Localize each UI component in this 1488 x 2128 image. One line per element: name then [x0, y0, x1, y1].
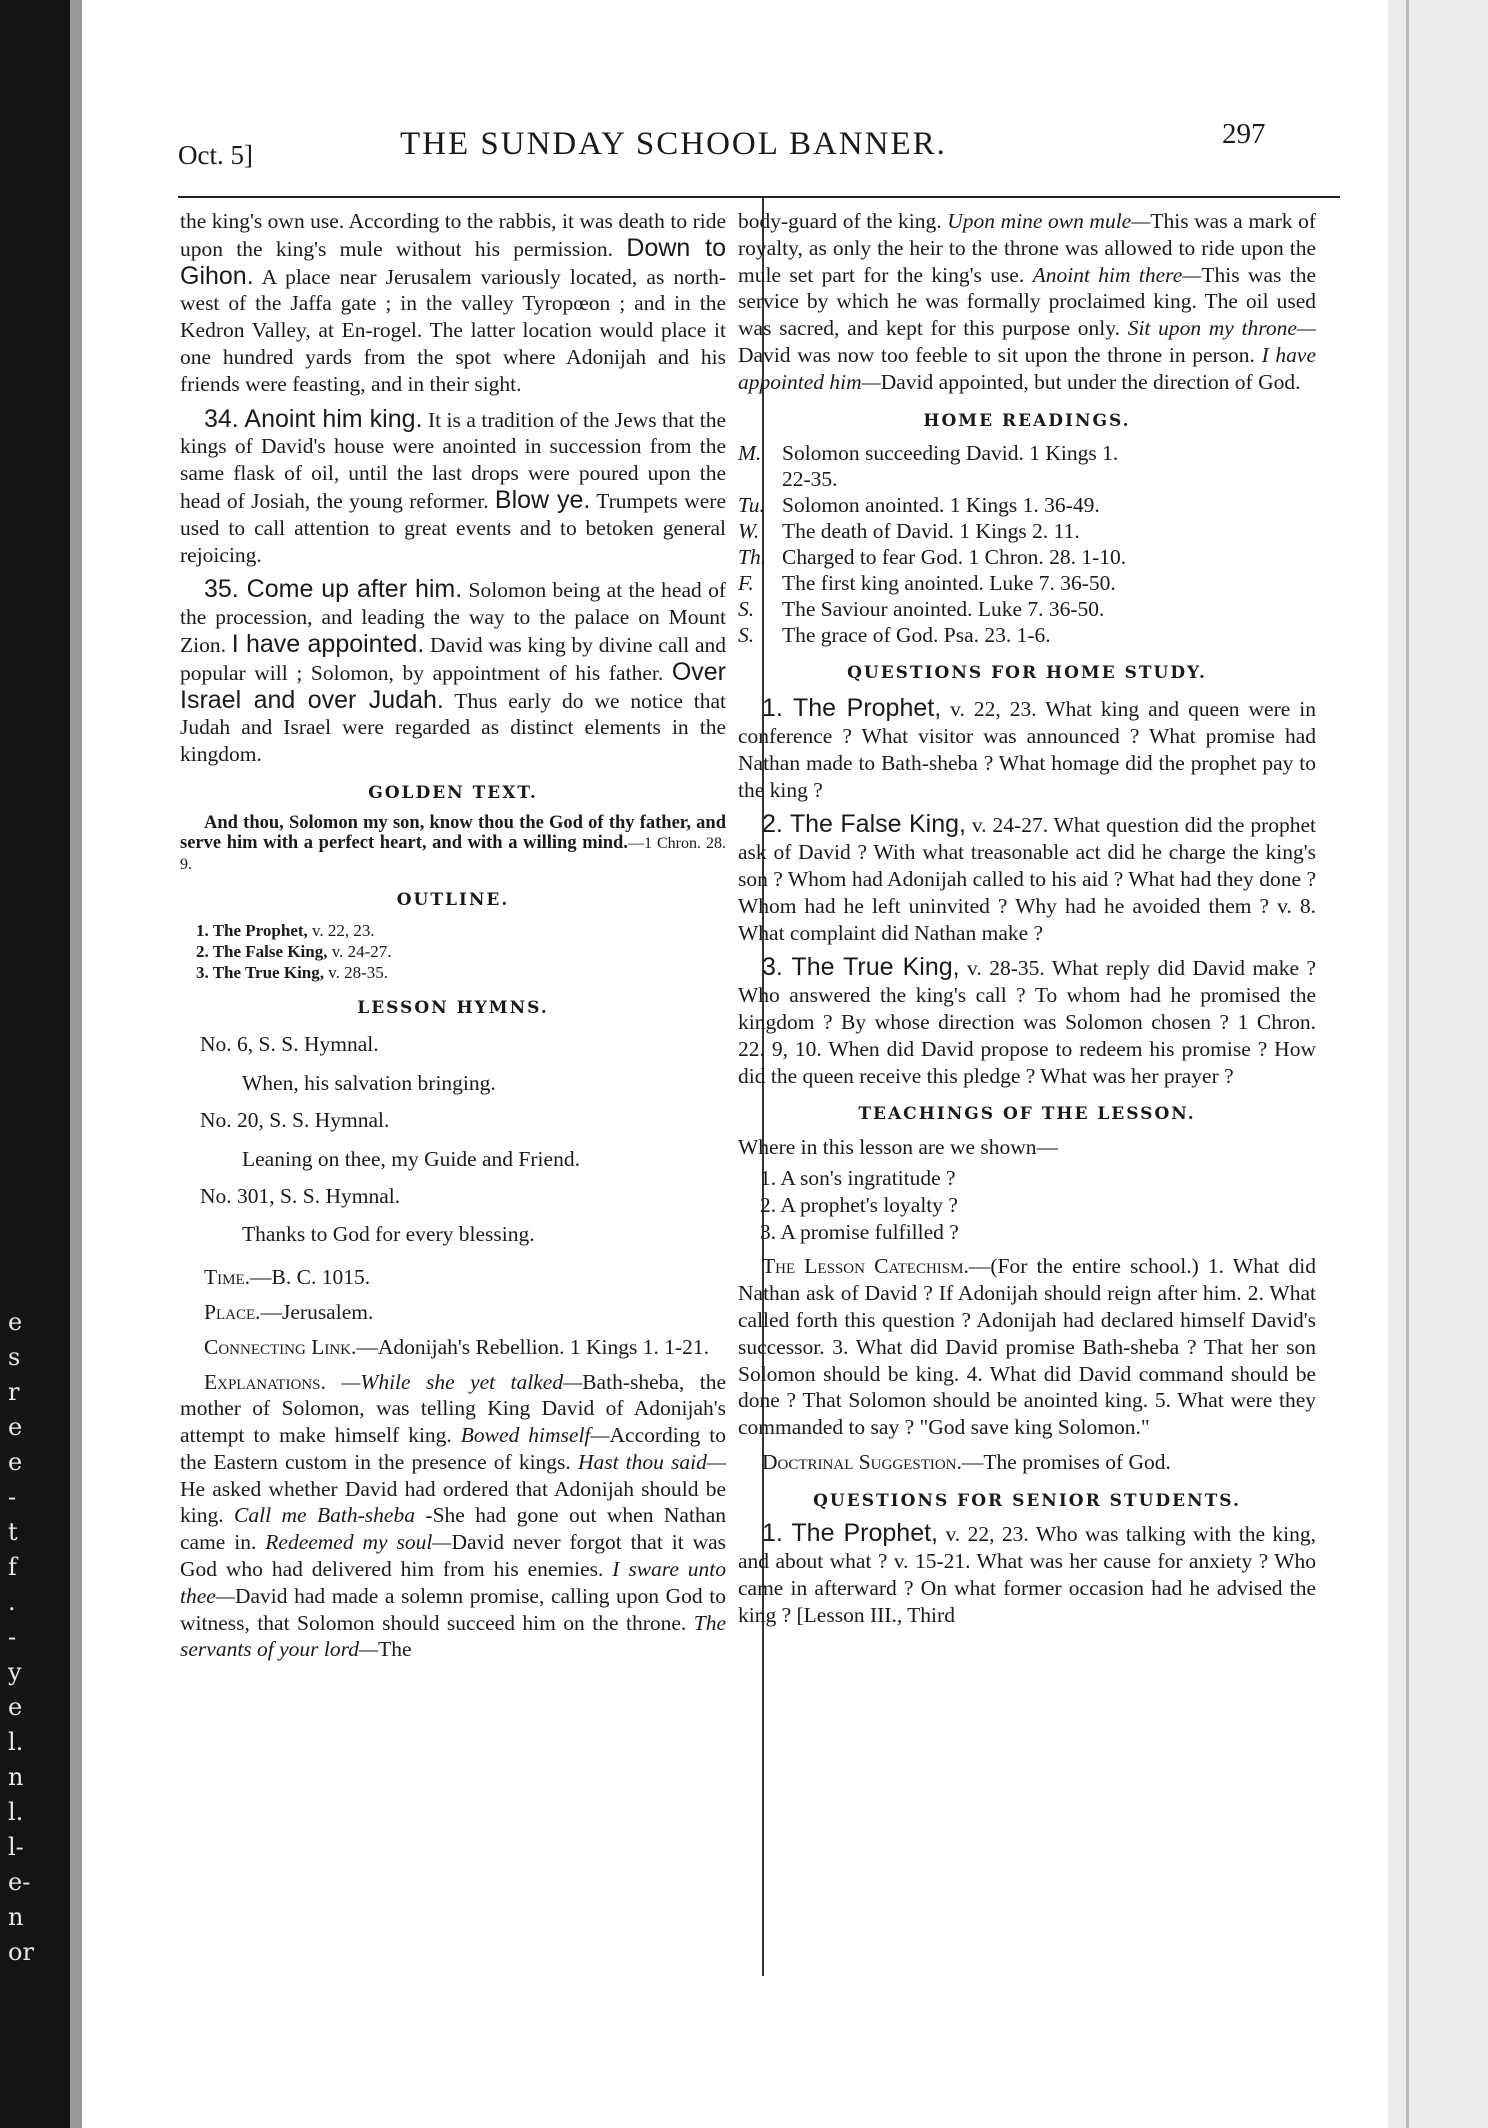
question-title: 2. The False King,	[762, 810, 966, 839]
explanation-text: This was a mark of royalty, as only the heir to the throne was allowed to ride upon the mule set part for the king's use.	[738, 209, 1316, 287]
gutter-letter: .	[8, 1588, 16, 1616]
outline-item-ref: v. 24-27.	[331, 941, 392, 961]
reading-day: S.	[738, 597, 755, 622]
reading-text: Solomon succeeding David. 1 Kings 1.	[782, 441, 1119, 466]
outline-item	[196, 941, 726, 962]
page-edge-line	[1406, 0, 1409, 2128]
gutter-letter: or	[8, 1938, 34, 1966]
teachings-list	[738, 1165, 1316, 1245]
hymn-first-line: Thanks to God for every blessing.	[242, 1222, 535, 1247]
teaching-item: 3. A promise fulfilled ?	[760, 1219, 959, 1244]
golden-text-heading: GOLDEN TEXT.	[368, 782, 538, 803]
outline-item-ref: v. 22, 23.	[312, 920, 375, 940]
outline-list	[196, 920, 726, 983]
reading-day: S.	[738, 623, 755, 648]
explanations-paragraph: Explanations. —While she yet talked—Bath-sheba, the mother of Solomon, was telling King David of Adonijah's attempt to make himself king. Bowed himself—According to the Eastern custom in the presence of kings. Hast thou said—He asked whether David had ordered that Adonijah should be king. Call me Bath-sheba -She had gone out when Nathan came in. Redeemed my soul—David never forgot that it was God who had delivered him from his enemies. I sware unto thee—David had made a solemn promise, calling upon God to witness, that Solomon should succeed him on the throne. The servants of your lord—The	[180, 1369, 727, 1662]
gutter-letter: n	[8, 1903, 24, 1931]
reading-text: The grace of God. Psa. 23. 1-6.	[782, 623, 1051, 648]
explanation-text: David never forgot that it was God who had delivered him from his enemies.	[180, 1530, 727, 1582]
gutter-letter: f	[8, 1553, 17, 1581]
gutter-letter: e	[8, 1448, 23, 1476]
senior-question: 1. The Prophet, v. 22, 23. Who was talking with the king, and about what ? v. 15-21. What was her cause for anxiety ? Who came in afterward ? On what former occasion had he advised the king ? [Lesson III., Third	[738, 1519, 1317, 1627]
lesson-catechism: The Lesson Catechism.—(For the entire school.) 1. What did Nathan ask of David ? If Adonijah should reign after him. 2. What called forth this question ? Adonijah had declared himself David's successor. 3. What did David promise Bath-sheba ? That her son Solomon should be king. 4. What did David command should be done ? That Solomon should be anointed king. 5. What were they commanded to say ? "God save king Solomon."	[738, 1254, 1316, 1440]
explanation-term: Call me Bath-sheba	[234, 1503, 415, 1528]
place-line: Place.—Jerusalem.	[204, 1299, 374, 1324]
senior-question-title: 1. The Prophet,	[762, 1519, 938, 1548]
question-title: 1. The Prophet,	[762, 694, 942, 723]
hymn-number: No. 301, S. S. Hymnal.	[200, 1183, 401, 1208]
heading-gihon: Down to Gihon.	[180, 233, 726, 290]
explanation-text: David was now too feeble to sit upon the throne in person.	[738, 342, 1262, 367]
outline-item	[196, 962, 726, 983]
home-study-question	[738, 954, 1316, 1089]
gutter-letter: -	[8, 1623, 17, 1651]
question-text: What king and queen were in conference ? What visitor was announced ? What promise had Nathan made to Bath-sheba ? What homage did the prophet pay to the king ?	[738, 697, 1317, 802]
doctrinal-suggestion: Doctrinal Suggestion.—The promises of God.	[762, 1449, 1171, 1474]
gutter-letter: n	[8, 1763, 24, 1791]
heading-verse-35: 35. Come up after him.	[204, 575, 463, 604]
explanation-term: The servants of your lord—	[180, 1610, 726, 1662]
heading-blow-ye: Blow ye.	[494, 485, 591, 514]
home-study-questions	[738, 695, 1316, 1089]
gutter-letter: e	[8, 1308, 23, 1336]
home-study-question	[738, 695, 1316, 803]
gutter-letter: l-	[8, 1833, 24, 1861]
explanation-text: David appointed, but under the direction of God.	[880, 369, 1301, 394]
teaching-item: 1. A son's ingratitude ?	[760, 1165, 956, 1190]
outline-item-title: 3. The True King,	[196, 962, 324, 982]
explanation-text: -She had gone out when Nathan came in.	[180, 1503, 726, 1555]
home-reading-item	[738, 596, 1316, 622]
question-ref: v. 22, 23.	[950, 697, 1037, 722]
gutter-letter: t	[8, 1518, 18, 1546]
connecting-link: Connecting Link.—Adonijah's Rebellion. 1 Kings 1. 1-21.	[204, 1334, 710, 1359]
teachings-heading: TEACHINGS OF THE LESSON.	[858, 1104, 1196, 1125]
explanation-text: David had made a solemn promise, calling upon God to witness, that Solomon should succeed him on the throne.	[180, 1583, 726, 1635]
reading-day: M.	[738, 441, 762, 466]
reading-day: Th.	[738, 545, 767, 570]
heading-verse-34: 34. Anoint him king.	[204, 404, 423, 433]
gutter-letter: l.	[8, 1728, 24, 1756]
explanation-term: Sit upon my throne—	[1127, 316, 1316, 341]
explanation-text: This was the service by which he was formally proclaimed king. The oil used was sacred, and kept for this purpose only.	[738, 262, 1316, 341]
heading-israel-judah: Over Israel and over Judah.	[180, 657, 727, 714]
home-readings-heading: HOME READINGS.	[923, 410, 1131, 431]
right-page-edge	[1388, 0, 1488, 2128]
page-number: 297	[1222, 118, 1266, 150]
question-text: What reply did David make ? Who answered the king's call ? To whom had he promised the kingdom ? By whose direction was Solomon chosen ? 1 Chron. 22. 9, 10. When did David propose to redeem his promise ? How did the queen receive this pledge ? What was her prayer ?	[738, 956, 1317, 1088]
outline-item	[196, 920, 726, 941]
time-line: Time.—B. C. 1015.	[204, 1265, 371, 1290]
gutter-letter: l.	[8, 1798, 24, 1826]
header-date: Oct. 5]	[178, 140, 253, 170]
page	[82, 0, 1388, 2128]
reading-text: The first king anointed. Luke 7. 36-50.	[782, 571, 1116, 596]
outline-heading: OUTLINE.	[396, 889, 510, 910]
question-text: What question did the prophet ask of David ? With what treasonable act did he charge the king's son ? Whom had Adonijah called to his aid ? What had they done ? Whom had he left uninvited ? Why had he avoided them ? v. 8. What complaint did Nathan make ?	[738, 813, 1317, 945]
outline-item-ref: v. 28-35.	[328, 962, 389, 982]
verse-35-paragraph: 35. Come up after him. Solomon being at the head of the procession, and leading the way to the palace on Mount Zion. I have appointed. David was king by divine call and popular will ; Solomon, by appointment of his father. Over Israel and over Judah. Thus early do we notice that Judah and Israel were regarded as distinct elements in the kingdom.	[180, 575, 727, 767]
reading-day: Tu.	[738, 493, 765, 518]
home-reading-item	[738, 440, 1316, 492]
question-ref: v. 24-27.	[971, 813, 1049, 838]
gutter-letter: -	[8, 1483, 17, 1511]
reading-day: W.	[738, 519, 760, 544]
explanation-term: Hast thou said—	[577, 1449, 726, 1474]
home-reading-item	[738, 518, 1316, 544]
home-readings-list	[738, 440, 1316, 648]
header-title: THE SUNDAY SCHOOL BANNER.	[400, 126, 947, 162]
gutter-letter: e-	[8, 1868, 31, 1896]
gutter-letter: e	[8, 1693, 23, 1721]
gutter-letter: y	[8, 1658, 22, 1686]
teachings-intro: Where in this lesson are we shown—	[738, 1135, 1059, 1160]
outline-item-title: 1. The Prophet,	[196, 920, 308, 940]
left-page-gutter	[0, 0, 70, 2128]
reading-text: Charged to fear God. 1 Chron. 28. 1-10.	[782, 545, 1127, 570]
explanation-term: Anoint him there—	[1032, 262, 1202, 287]
explanation-term: I sware unto thee—	[180, 1557, 726, 1608]
reading-continued: 22-35.	[782, 467, 838, 492]
explanation-text: The	[378, 1637, 412, 1662]
explanation-term: Upon mine own mule—	[947, 209, 1151, 233]
question-ref: v. 28-35.	[967, 956, 1045, 981]
senior-students-heading: QUESTIONS FOR SENIOR STUDENTS.	[813, 1490, 1241, 1511]
explanation-text: Bath-sheba, the mother of Solomon, was telling King David of Adonijah's attempt to make himself king.	[180, 1369, 727, 1448]
explanation-term: —While she yet talked—	[341, 1369, 583, 1394]
lesson-hymns-heading: LESSON HYMNS.	[357, 997, 549, 1018]
home-reading-item	[738, 544, 1316, 570]
golden-text: And thou, Solomon my son, know thou the God of thy father, and serve him with a perfect heart, and with a willing mind.—1 Chron. 28. 9.	[180, 812, 726, 873]
teaching-item: 2. A prophet's loyalty ?	[760, 1192, 958, 1217]
home-reading-item	[738, 570, 1316, 596]
explanation-term: I have appointed him—	[738, 342, 1317, 394]
explanation-paragraph: the king's own use. According to the rabbis, it was death to ride upon the king's mule without his permission. Down to Gihon. A place near Jerusalem variously located, as north-west of the Jaffa gate ; in the valley Tyropœon ; and in the Kedron Valley, at En-rogel. The latter location would place it one hundred yards from the spot where Adonijah and his friends were feasting, and in their sight.	[180, 209, 726, 396]
heading-appointed: I have appointed.	[231, 629, 425, 658]
home-study-question	[738, 811, 1316, 946]
home-study-heading: QUESTIONS FOR HOME STUDY.	[847, 663, 1207, 684]
gutter-letter: s	[8, 1343, 21, 1371]
header-rule	[178, 196, 1340, 198]
explanation-term: Redeemed my soul—	[265, 1530, 452, 1555]
hymn-number: No. 20, S. S. Hymnal.	[200, 1107, 390, 1132]
explanation-term: Bowed himself—	[460, 1423, 610, 1448]
reading-text: Solomon anointed. 1 Kings 1. 36-49.	[782, 493, 1100, 518]
home-reading-item	[738, 492, 1316, 518]
hymn-first-line: Leaning on thee, my Guide and Friend.	[242, 1146, 580, 1171]
left-column	[180, 208, 726, 1663]
hymns-list	[180, 1031, 726, 1248]
gutter-edge	[70, 0, 82, 2128]
question-title: 3. The True King,	[762, 953, 960, 982]
gutter-letter: e	[8, 1413, 23, 1441]
right-column	[738, 208, 1316, 1629]
explanation-text: body-guard of the king.	[738, 209, 948, 233]
reading-day: F.	[738, 571, 754, 596]
home-reading-item	[738, 622, 1316, 648]
reading-text: The Saviour anointed. Luke 7. 36-50.	[782, 597, 1105, 622]
hymn-number: No. 6, S. S. Hymnal.	[200, 1032, 379, 1057]
explanation-text: He asked whether David had ordered that Adonijah should be king.	[180, 1476, 726, 1528]
verse-34-paragraph: 34. Anoint him king. It is a tradition of the Jews that the kings of David's house were anointed in succession from the same flask of oil, until the last drops were poured upon the head of Josiah, the young reformer. Blow ye. Trumpets were used to call attention to great events and to betoken general rejoicing.	[180, 404, 726, 567]
explanations-continued	[738, 208, 1316, 396]
reading-text: The death of David. 1 Kings 2. 11.	[782, 519, 1080, 544]
explanation-text: According to the Eastern custom in the presence of kings.	[180, 1423, 726, 1474]
outline-item-title: 2. The False King,	[196, 941, 328, 961]
hymn-first-line: When, his salvation bringing.	[242, 1071, 496, 1096]
gutter-letter: r	[8, 1378, 20, 1406]
